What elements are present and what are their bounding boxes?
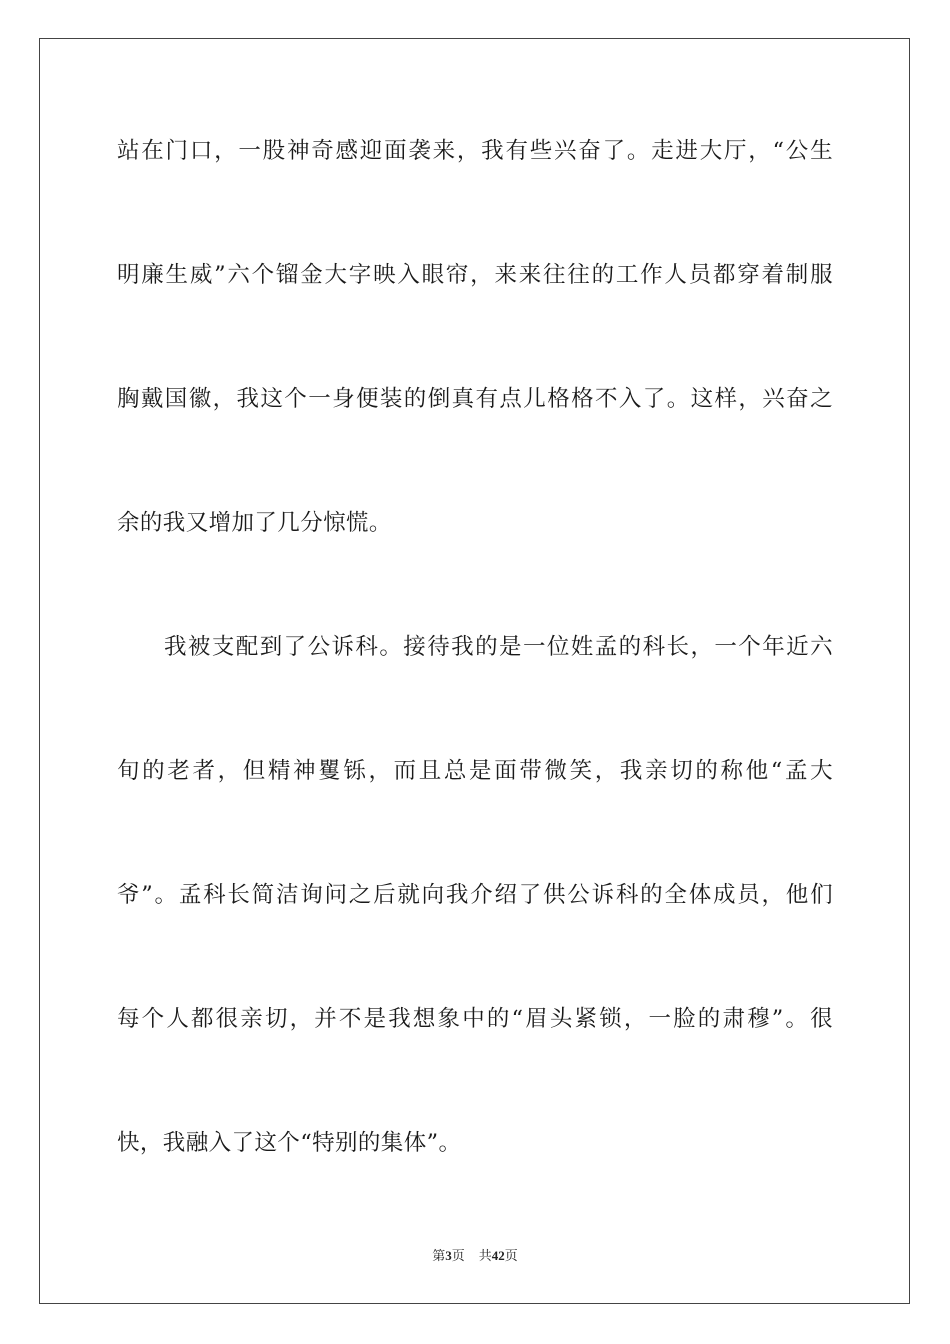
- text-line-3: 胸戴国徽，我这个一身便装的倒真有点儿格格不入了。这样，兴奋之: [117, 386, 833, 412]
- total-prefix: 共: [478, 1249, 492, 1264]
- page-footer: [0, 1247, 950, 1266]
- text-line-6: 旬的老者，但精神矍铄，而且总是面带微笑，我亲切的称他“孟大: [117, 758, 833, 784]
- total-suffix: 页: [504, 1249, 518, 1264]
- text-line-5: 我被支配到了公诉科。接待我的是一位姓孟的科长，一个年近六: [164, 634, 833, 660]
- total-pages: 42: [491, 1248, 505, 1263]
- page-prefix: 第: [432, 1249, 446, 1264]
- page-border: [39, 38, 910, 1304]
- text-line-7: 爷”。孟科长简洁询问之后就向我介绍了供公诉科的全体成员，他们: [117, 882, 833, 908]
- text-line-4: 余的我又增加了几分惊慌。: [117, 510, 392, 536]
- page-suffix: 页: [451, 1249, 465, 1264]
- page-number: 3: [445, 1248, 452, 1263]
- text-line-2: 明廉生威”六个镏金大字映入眼帘，来来往往的工作人员都穿着制服: [117, 262, 833, 288]
- text-line-8: 每个人都很亲切，并不是我想象中的“眉头紧锁，一脸的肃穆”。很: [117, 1006, 833, 1032]
- text-line-9: 快，我融入了这个“特别的集体”。: [117, 1130, 462, 1156]
- text-line-1: 站在门口，一股神奇感迎面袭来，我有些兴奋了。走进大厅，“公生: [117, 138, 833, 164]
